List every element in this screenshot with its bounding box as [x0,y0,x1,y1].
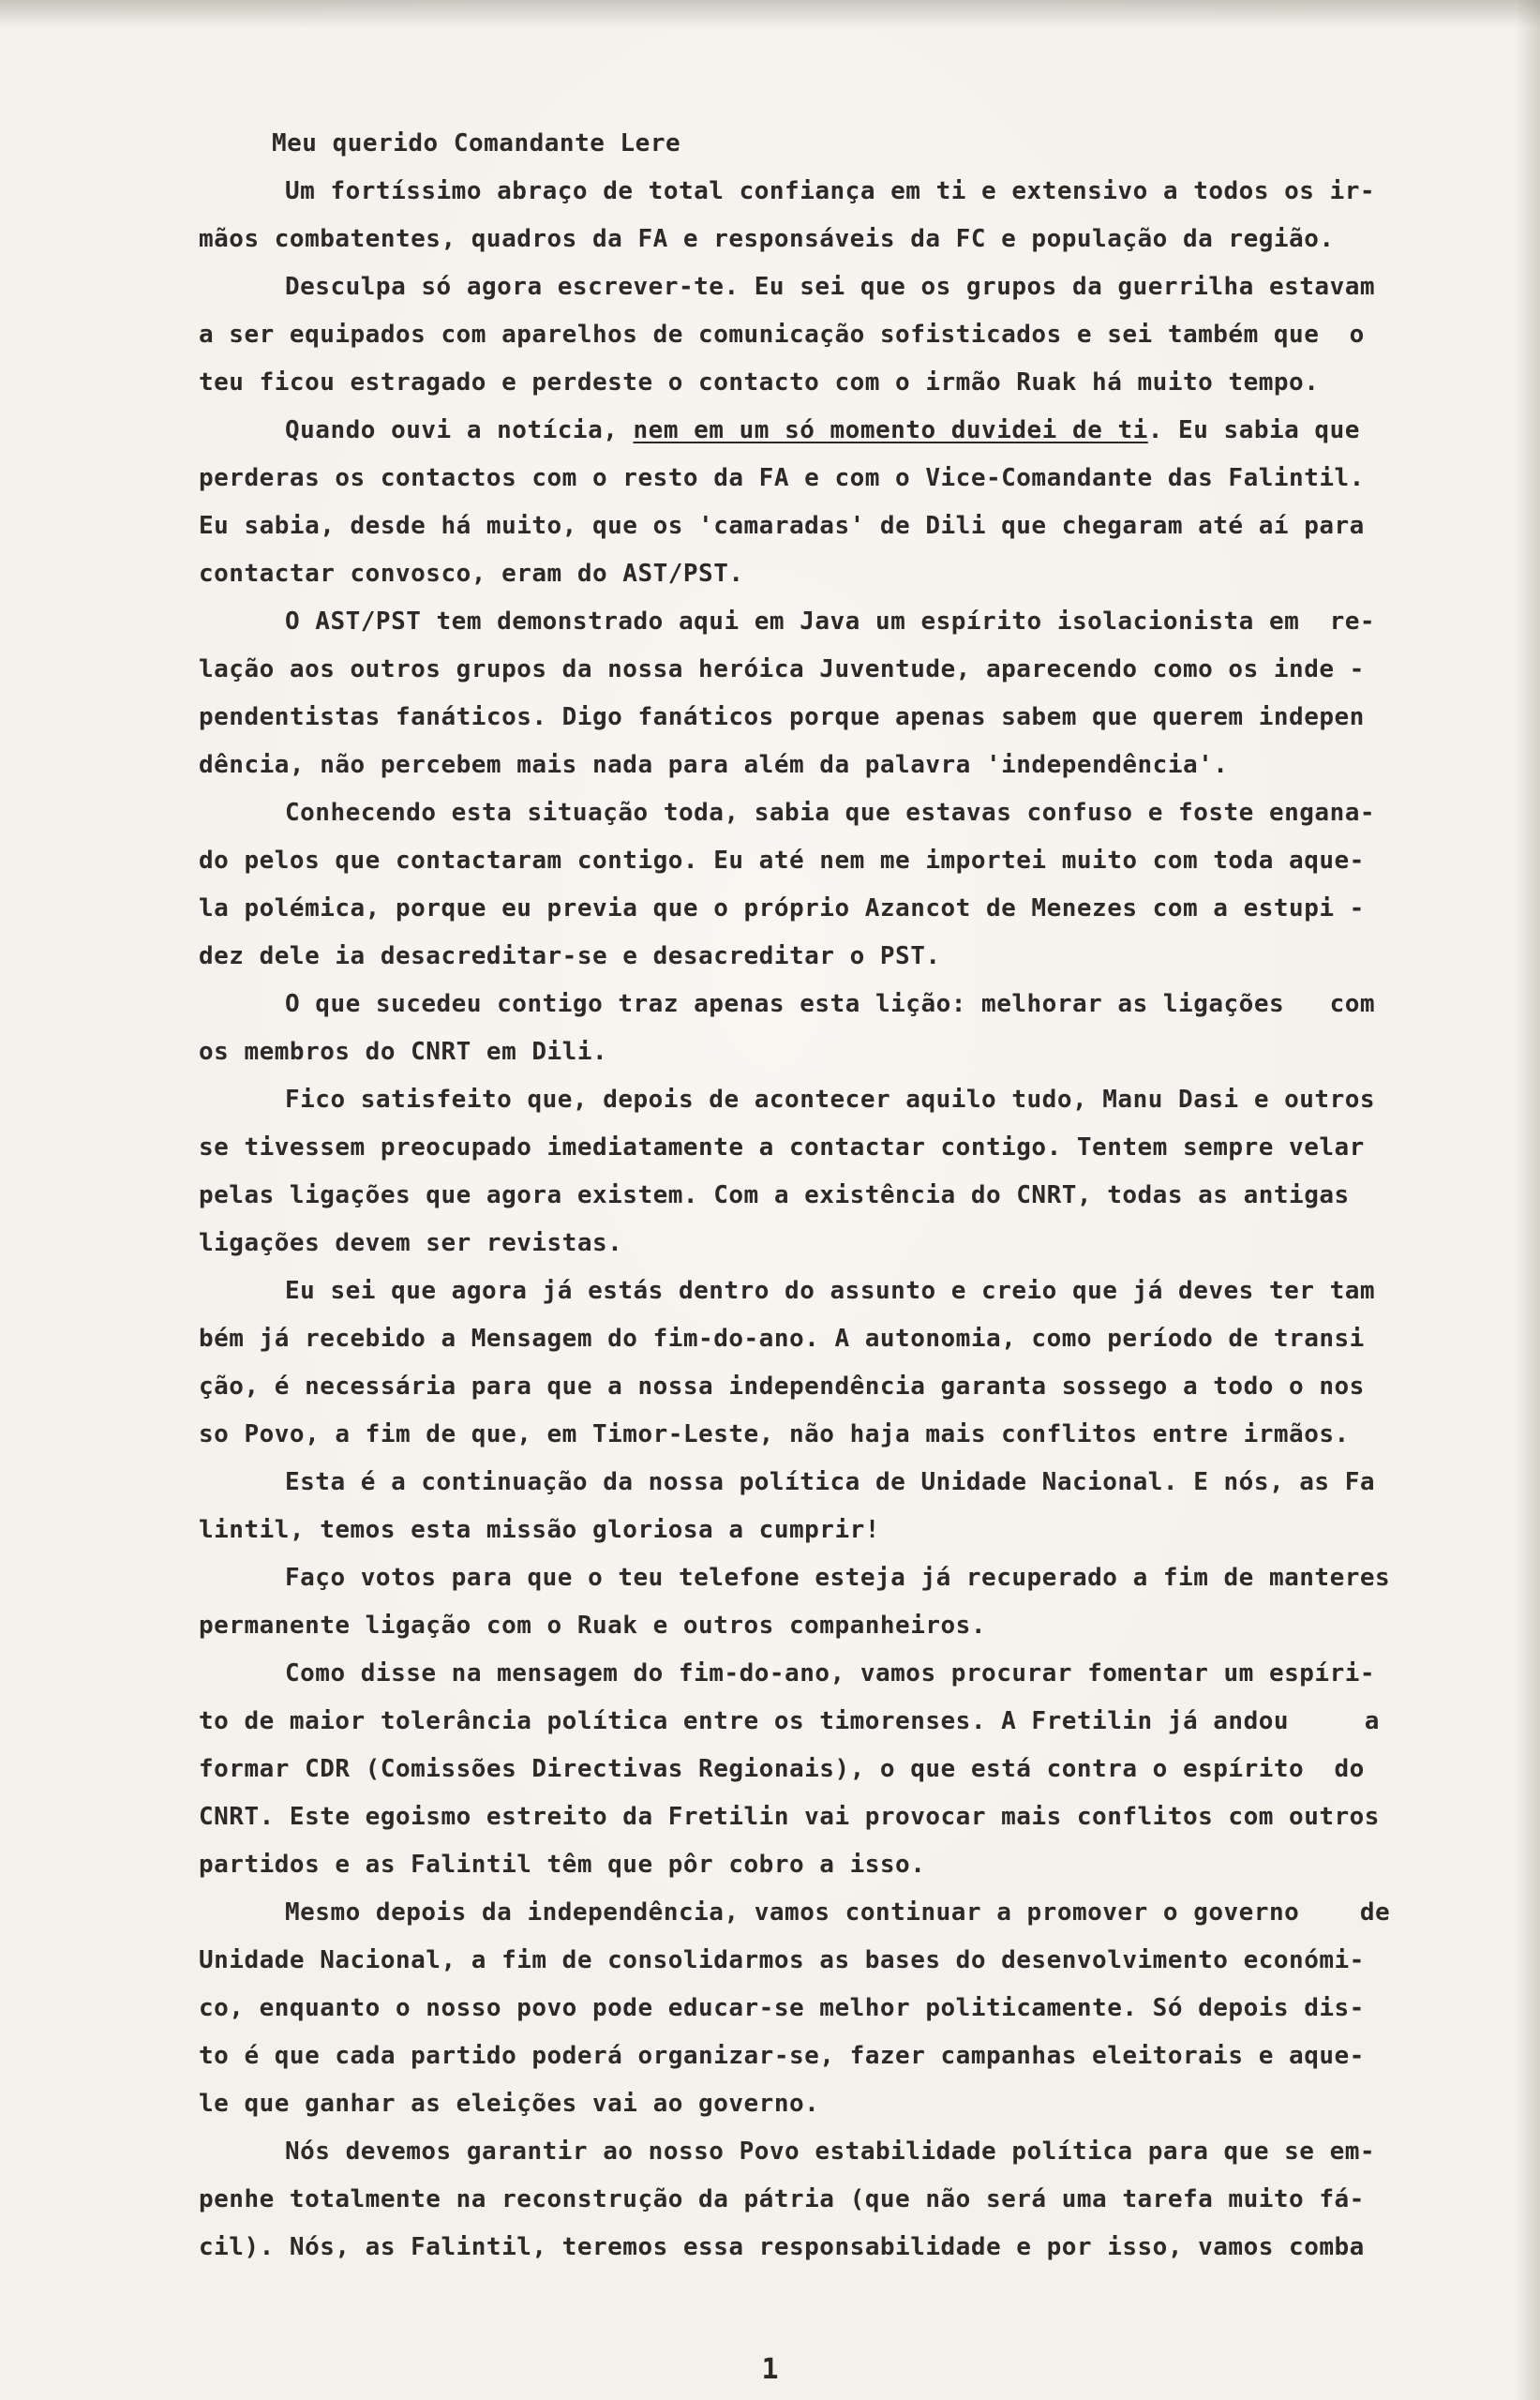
letter-line [199,502,1485,550]
letter-paragraphs [199,168,1485,2272]
letter-line [199,1268,1485,1315]
letter-greeting: Meu querido Comandante Lere [272,129,681,158]
letter-line [199,550,1485,598]
line-text: cil). Nós, as Falintil, teremos essa responsabilidade e por isso, vamos comba [199,2233,1365,2261]
letter-line [199,1650,1485,1698]
letter-line [199,2224,1485,2272]
letter-line [199,2080,1485,2128]
line-text: Eu sabia, desde há muito, que os 'camaradas' de Dili que chegaram até aí para [199,512,1365,540]
letter-line [199,1602,1485,1650]
line-text: a ser equipados com aparelhos de comunicação sofisticados e sei também que o [199,321,1365,349]
letter-line [199,2176,1485,2224]
letter-line [199,263,1485,311]
letter-line [199,1028,1485,1076]
letter-line [199,1507,1485,1554]
line-text: le que ganhar as eleições vai ao governo. [199,2090,820,2118]
letter-line [199,1793,1485,1841]
letter-line [199,1698,1485,1746]
letter-line [199,1220,1485,1268]
letter-line [199,837,1485,885]
letter-line [199,1459,1485,1507]
letter-line [199,1411,1485,1459]
page-number: 1 [761,2353,779,2386]
line-text: os membros do CNRT em Dili. [199,1038,608,1066]
letter-line [199,646,1485,694]
scan-right-shadow [1516,0,1540,2400]
line-text: pelas ligações que agora existem. Com a existência do CNRT, todas as antigas [199,1181,1350,1209]
line-text: penhe totalmente na reconstrução da pátria (que não será uma tarefa muito fá- [199,2185,1365,2213]
line-text: Como disse na mensagem do fim-do-ano, vamos procurar fomentar um espíri- [285,1659,1376,1688]
letter-line [199,1985,1485,2032]
letter-line [199,311,1485,359]
line-text: do pelos que contactaram contigo. Eu até nem me importei muito com toda aque- [199,847,1365,875]
line-text: mãos combatentes, quadros da FA e responsáveis da FC e população da região. [199,225,1335,253]
letter-line [199,742,1485,789]
letter-line [199,1746,1485,1793]
line-text: Nós devemos garantir ao nosso Povo estabilidade política para que se em- [285,2138,1376,2166]
line-text-continued: . Eu sabia que [1147,416,1360,444]
letter-line [199,1363,1485,1411]
letter-line [199,1889,1485,1937]
letter-line [199,1172,1485,1220]
line-text: O AST/PST tem demonstrado aqui em Java um espírito isolacionista em re- [285,608,1376,636]
letter-line [199,694,1485,742]
letter-line [199,1315,1485,1363]
line-text: to de maior tolerância política entre os timorenses. A Fretilin já andou a [199,1707,1380,1735]
letter-line [199,933,1485,981]
underlined-phrase: nem em um só momento duvidei de ti [633,416,1148,444]
line-text: O que sucedeu contigo traz apenas esta lição: melhorar as ligações com [285,990,1376,1018]
letter-line [199,1841,1485,1889]
line-text: lação aos outros grupos da nossa heróica Juventude, aparecendo como os inde - [199,655,1365,683]
letter-line [199,598,1485,646]
letter-line [199,1076,1485,1124]
letter-line [199,455,1485,502]
letter-line [199,216,1485,263]
letter-line [199,885,1485,933]
letter-line [199,359,1485,407]
line-text: Esta é a continuação da nossa política de Unidade Nacional. E nós, as Fa [285,1468,1376,1496]
line-text: CNRT. Este egoismo estreito da Fretilin vai provocar mais conflitos com outros [199,1803,1380,1831]
letter-line [199,1937,1485,1985]
line-text: Quando ouvi a notícia, [285,416,634,444]
line-text: Mesmo depois da independência, vamos continuar a promover o governo de [285,1898,1391,1927]
line-text: dez dele ia desacreditar-se e desacreditar o PST. [199,942,941,970]
line-text: Desculpa só agora escrever-te. Eu sei que os grupos da guerrilha estavam [285,273,1376,301]
line-text: se tivessem preocupado imediatamente a contactar contigo. Tentem sempre velar [199,1133,1365,1162]
line-text: Unidade Nacional, a fim de consolidarmos as bases do desenvolvimento económi- [199,1946,1365,1974]
letter-line [199,2128,1485,2176]
scan-top-shadow [0,0,1540,28]
line-text: Faço votos para que o teu telefone esteja já recuperado a fim de manteres [285,1564,1391,1592]
line-text: permanente ligação com o Ruak e outros companheiros. [199,1612,986,1640]
letter-line [199,789,1485,837]
letter-body [199,120,1485,2272]
letter-line [199,1554,1485,1602]
letter-line [199,981,1485,1028]
line-text: partidos e as Falintil têm que pôr cobro a isso. [199,1851,926,1879]
letter-line [199,2032,1485,2080]
line-text: to é que cada partido poderá organizar-se, fazer campanhas eleitorais e aque- [199,2042,1365,2070]
line-text: Um fortíssimo abraço de total confiança em ti e extensivo a todos os ir- [285,177,1376,205]
line-text: bém já recebido a Mensagem do fim-do-ano. A autonomia, como período de transi [199,1325,1365,1353]
line-text: ligações devem ser revistas. [199,1229,623,1257]
letter-line [199,1124,1485,1172]
line-text: co, enquanto o nosso povo pode educar-se melhor politicamente. Só depois dis- [199,1994,1365,2022]
line-text: Fico satisfeito que, depois de acontecer aquilo tudo, Manu Dasi e outros [285,1086,1376,1114]
line-text: so Povo, a fim de que, em Timor-Leste, não haja mais conflitos entre irmãos. [199,1420,1350,1448]
line-text: Eu sei que agora já estás dentro do assunto e creio que já deves ter tam [285,1277,1376,1305]
line-text: Conhecendo esta situação toda, sabia que estavas confuso e foste engana- [285,799,1376,827]
line-text: ção, é necessária para que a nossa independência garanta sossego a todo o nos [199,1372,1365,1401]
line-text: formar CDR (Comissões Directivas Regionais), o que está contra o espírito do [199,1755,1365,1783]
line-text: lintil, temos esta missão gloriosa a cumprir! [199,1516,880,1544]
line-text: la polémica, porque eu previa que o próprio Azancot de Menezes com a estupi - [199,894,1365,922]
letter-line [199,168,1485,216]
line-text: perderas os contactos com o resto da FA e com o Vice-Comandante das Falintil. [199,464,1365,492]
line-text: dência, não percebem mais nada para além da palavra 'independência'. [199,751,1229,779]
line-text: pendentistas fanáticos. Digo fanáticos porque apenas sabem que querem indepen [199,703,1365,731]
letter-line [199,407,1485,455]
line-text: teu ficou estragado e perdeste o contacto com o irmão Ruak há muito tempo. [199,368,1320,397]
line-text: contactar convosco, eram do AST/PST. [199,560,744,588]
